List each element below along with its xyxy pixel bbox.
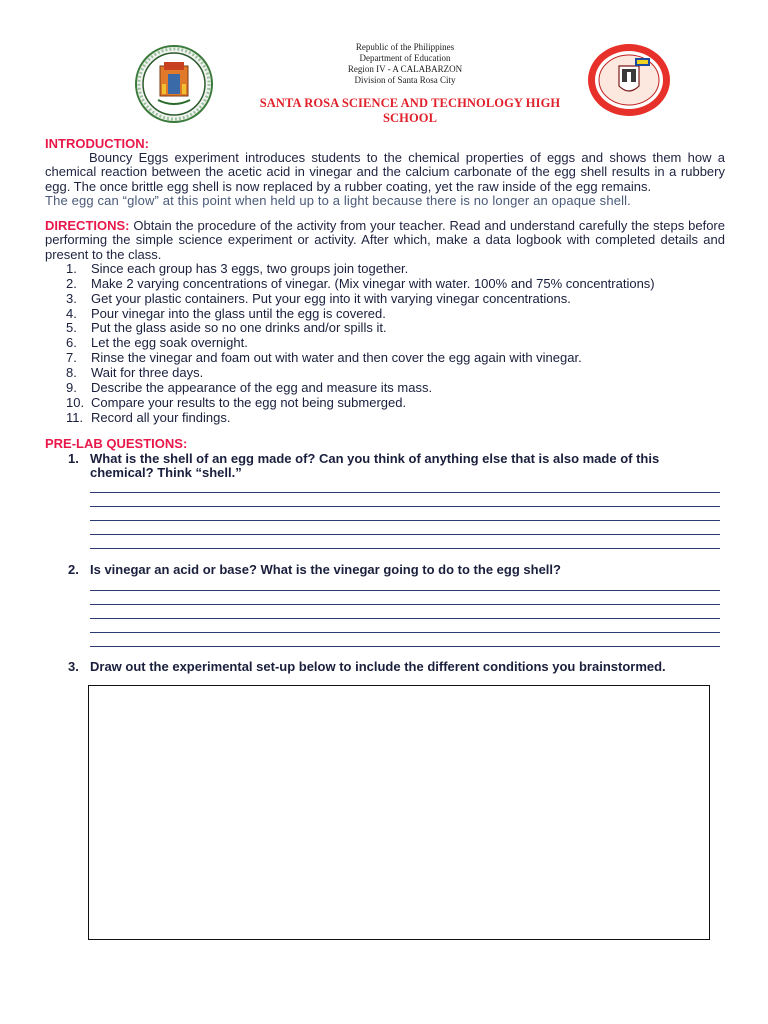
- header-line-region: Region IV - A CALABARZON: [347, 64, 463, 74]
- directions-body: Obtain the procedure of the activity from your teacher. Read and understand carefully the steps before performing the simple science experiment or activity. After which, make a data logbook with completed details and present to the class.: [45, 218, 725, 262]
- step-number: 11.: [66, 409, 84, 425]
- prelab-question-2: [68, 563, 723, 577]
- answer-line[interactable]: [90, 618, 720, 619]
- answer-line[interactable]: [90, 492, 720, 493]
- step-number: 6.: [66, 335, 77, 351]
- procedure-step: [45, 381, 725, 396]
- answer-line[interactable]: [90, 506, 720, 507]
- answer-line[interactable]: [90, 646, 720, 647]
- prelab-section: [45, 436, 725, 451]
- procedure-step: [45, 292, 725, 307]
- step-text: Record all your findings.: [91, 409, 231, 425]
- prelab-heading: PRE-LAB QUESTIONS:: [45, 436, 188, 451]
- directions-section: [45, 219, 725, 426]
- step-text: Since each group has 3 eggs, two groups join together.: [91, 260, 409, 276]
- prelab-question-1: [68, 452, 723, 480]
- procedure-step: [45, 336, 725, 351]
- header-line-division: Division of Santa Rosa City: [354, 75, 456, 85]
- step-text: Compare your results to the egg not being submerged.: [91, 394, 407, 410]
- step-number: 8.: [66, 365, 77, 381]
- step-text: Make 2 varying concentrations of vinegar. (Mix vinegar with water. 100% and 75% concentrations): [91, 275, 655, 291]
- school-seal-logo: [586, 42, 672, 118]
- school-name: SANTA ROSA SCIENCE AND TECHNOLOGY HIGH SCHOOL: [259, 96, 561, 125]
- header-line-department: Department of Education: [359, 53, 451, 63]
- header-line-republic: Republic of the Philippines: [355, 42, 455, 52]
- answer-line[interactable]: [90, 534, 720, 535]
- directions-heading: DIRECTIONS:: [45, 218, 130, 233]
- procedure-step: [45, 321, 725, 336]
- question-text: Is vinegar an acid or base? What is the vinegar going to do to the egg shell?: [90, 562, 561, 577]
- question-number: 1.: [68, 451, 79, 466]
- answer-line[interactable]: [90, 590, 720, 591]
- answer-line[interactable]: [90, 604, 720, 605]
- procedure-step: [45, 262, 725, 277]
- procedure-step: [45, 366, 725, 381]
- header-agency-lines: [230, 42, 580, 86]
- introduction-section: [45, 136, 725, 208]
- question-number: 3.: [68, 659, 79, 674]
- step-text: Let the egg soak overnight.: [91, 335, 248, 351]
- procedure-step: [45, 411, 725, 426]
- experimental-setup-drawing-box[interactable]: [88, 685, 710, 940]
- introduction-heading: INTRODUCTION:: [45, 136, 149, 151]
- step-text: Pour vinegar into the glass until the egg is covered.: [91, 305, 386, 321]
- introduction-glow-note: The egg can “glow” at this point when held up to a light because there is no longer an opaque shell.: [45, 192, 631, 208]
- procedure-step: [45, 351, 725, 366]
- answer-line[interactable]: [90, 520, 720, 521]
- step-number: 4.: [66, 305, 77, 321]
- step-number: 1.: [66, 260, 77, 276]
- deped-division-seal-logo: [133, 44, 215, 124]
- step-text: Wait for three days.: [91, 365, 204, 381]
- step-number: 2.: [66, 275, 77, 291]
- answer-line[interactable]: [90, 632, 720, 633]
- step-number: 7.: [66, 350, 77, 366]
- step-number: 9.: [66, 380, 77, 396]
- step-text: Get your plastic containers. Put your egg into it with varying vinegar concentrations.: [91, 290, 571, 306]
- question-number: 2.: [68, 562, 79, 577]
- step-text: Describe the appearance of the egg and measure its mass.: [91, 380, 433, 396]
- question-text: What is the shell of an egg made of? Can you think of anything else that is also made of this chemical? Think “shell.”: [90, 451, 660, 480]
- procedure-steps-list: [45, 262, 725, 426]
- answer-line[interactable]: [90, 548, 720, 549]
- page-header: [0, 0, 768, 130]
- step-number: 10.: [66, 394, 85, 410]
- introduction-body: Bouncy Eggs experiment introduces students to the chemical properties of eggs and shows them how a chemical reaction between the acetic acid in vinegar and the calcium carbonate of the egg shell results in a rubbery egg. The once brittle egg shell is now replaced by a rubber coating, yet the raw inside of the egg remains.: [45, 150, 725, 194]
- question-text: Draw out the experimental set-up below to include the different conditions you brainstormed.: [90, 659, 666, 674]
- step-number: 3.: [66, 290, 77, 306]
- procedure-step: [45, 307, 725, 322]
- step-text: Put the glass aside so no one drinks and/or spills it.: [91, 320, 387, 336]
- step-text: Rinse the vinegar and foam out with water and then cover the egg again with vinegar.: [91, 350, 582, 366]
- prelab-question-3: [68, 660, 723, 674]
- directions-paragraph: [45, 219, 725, 262]
- procedure-step: [45, 396, 725, 411]
- step-number: 5.: [66, 320, 77, 336]
- procedure-step: [45, 277, 725, 292]
